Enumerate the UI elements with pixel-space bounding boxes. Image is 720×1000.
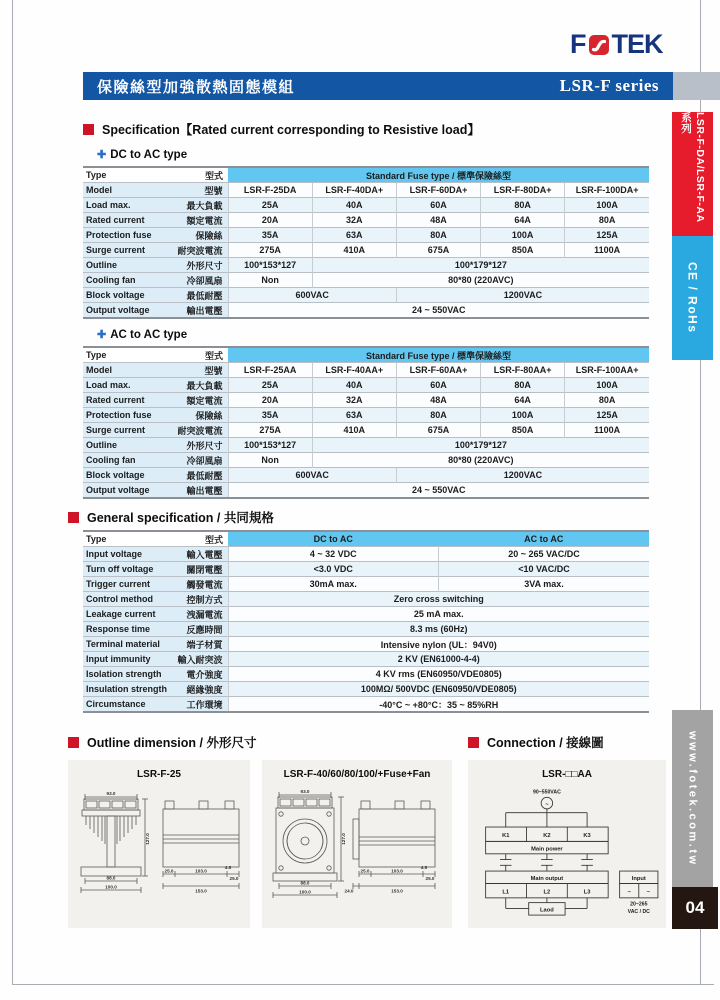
dim-label: 153.0 [391, 888, 403, 894]
table-row [83, 483, 649, 499]
row-label-en: Cooling fan [86, 275, 136, 285]
table-row [83, 622, 649, 637]
row-label-en: Circumstance [86, 699, 146, 709]
table-value-cell: 25A [228, 198, 312, 213]
row-label-cell [83, 667, 228, 682]
row-label-en: Model [86, 365, 112, 375]
fotek-logo [570, 29, 663, 60]
table-value-cell: <3.0 VDC [228, 562, 439, 577]
table-value-cell: 1100A [565, 423, 649, 438]
row-label-zh: 輸入電壓 [186, 549, 223, 560]
row-label-zh: 冷卻風扇 [186, 455, 223, 466]
row-label-cell [83, 288, 228, 303]
drawing-title: LSR-F-40/60/80/100/+Fuse+Fan [283, 769, 431, 780]
row-label-zh: 關閉電壓 [186, 564, 223, 575]
row-label-cell [83, 637, 228, 652]
row-label-zh: 輸出電壓 [186, 305, 223, 316]
row-label-zh: 反應時間 [186, 624, 223, 635]
sidebar-series-tab: LSR-F-DA/LSR-F-AA 系列 [672, 112, 713, 236]
row-label-zh: 額定電流 [186, 395, 223, 406]
row-label-en: Outline [86, 260, 117, 270]
table-value-cell: LSR-F-25AA [228, 363, 312, 378]
general-heading-text: General specification / 共同規格 [87, 511, 274, 525]
table-value-cell: 850A [481, 423, 565, 438]
table-value-cell: 24 ~ 550VAC [228, 303, 649, 319]
red-square-icon [68, 512, 79, 523]
dim-label: 100.0 [105, 884, 117, 890]
row-label-cell [83, 607, 228, 622]
sidebar-website-bar: www.fotek.com.tw [672, 710, 713, 887]
row-label-zh: 型號 [204, 365, 223, 376]
table-value-cell: 675A [396, 423, 480, 438]
row-label-en: Type [86, 170, 107, 180]
input-range-label: VAC / DC [627, 909, 650, 916]
dc-subheading [97, 148, 187, 161]
terminal-l3: L3 [583, 889, 591, 896]
row-label-zh: 保險絲 [195, 410, 223, 421]
lsr-f-40-outline-drawing [265, 783, 449, 913]
table-value-cell: 64A [481, 213, 565, 228]
table-value-cell: 60A [396, 378, 480, 393]
table-value-cell: 600VAC [228, 468, 396, 483]
row-label-en: Surge current [86, 425, 146, 435]
row-label-zh: 電介強度 [186, 669, 223, 680]
row-label-cell [83, 577, 228, 592]
row-label-cell [83, 243, 228, 258]
row-label-cell [83, 303, 228, 319]
table-value-cell: Intensive nylon (UL：94V0) [228, 637, 649, 652]
dc-subheading-text: DC to AC type [110, 149, 188, 161]
table-row [83, 258, 649, 273]
series-name: LSR-F series [559, 76, 659, 95]
row-label-cell [83, 363, 228, 378]
red-square-icon [68, 737, 79, 748]
row-label-zh: 最低耐壓 [186, 470, 223, 481]
table-value-cell: 20A [228, 393, 312, 408]
table-value-cell: Zero cross switching [228, 592, 649, 607]
table-value-cell: 80A [481, 378, 565, 393]
drawing-title: LSR-F-25 [137, 769, 181, 780]
row-label-cell [83, 408, 228, 423]
table-value-cell: 100A [481, 408, 565, 423]
page-number: 04 [685, 898, 705, 917]
table-value-cell: 48A [396, 393, 480, 408]
table-value-cell: 20A [228, 213, 312, 228]
row-label-zh: 端子材質 [186, 639, 223, 650]
row-label-cell [83, 592, 228, 607]
table-value-cell: LSR-F-100DA+ [565, 183, 649, 198]
table-value-cell: 410A [312, 423, 396, 438]
row-label-zh: 外形尺寸 [186, 260, 223, 271]
row-label-en: Type [86, 534, 107, 544]
table-value-cell: 48A [396, 213, 480, 228]
row-label-en: Load max. [86, 380, 131, 390]
table-value-cell: 30mA max. [228, 577, 439, 592]
row-label-en: Input immunity [86, 654, 151, 664]
table-value-cell: LSR-F-80DA+ [481, 183, 565, 198]
spec-heading-text: Specification【Rated current corresponding to Resistive load】 [102, 123, 480, 137]
table-row [83, 393, 649, 408]
table-row [83, 592, 649, 607]
table-value-cell: 4 ~ 32 VDC [228, 547, 439, 562]
table-row [83, 468, 649, 483]
row-label-en: Load max. [86, 200, 131, 210]
table-value-cell: 100A [481, 228, 565, 243]
table-value-cell: 80A [565, 393, 649, 408]
table-value-cell: 80*80 (220AVC) [312, 453, 649, 468]
table-value-cell: LSR-F-25DA [228, 183, 312, 198]
table-header-row [83, 347, 649, 363]
table-value-cell: LSR-F-60AA+ [396, 363, 480, 378]
table-value-cell: 35A [228, 408, 312, 423]
general-section-heading [68, 508, 274, 526]
row-label-cell [83, 378, 228, 393]
ac-to-ac-table [83, 346, 649, 499]
dim-label: 100.0 [299, 889, 311, 895]
table-value-cell: 1200VAC [396, 288, 649, 303]
table-value-cell: 20 ~ 265 VAC/DC [439, 547, 650, 562]
table-value-cell: 80A [396, 408, 480, 423]
table-header-row [83, 531, 649, 547]
logo-text-tek: TEK [611, 29, 663, 59]
table-value-cell: 8.3 ms (60Hz) [228, 622, 649, 637]
dim-label: 25.0 [360, 868, 370, 874]
table-value-cell: 80A [565, 213, 649, 228]
table-row [83, 288, 649, 303]
table-value-cell: LSR-F-100AA+ [565, 363, 649, 378]
table-value-cell: 125A [565, 408, 649, 423]
row-label-cell [83, 393, 228, 408]
dim-label: 93.0 [300, 789, 310, 794]
dc-to-ac-table [83, 166, 649, 319]
banner-title: 保險絲型加強散熱固態模組 [97, 78, 296, 96]
table-row [83, 183, 649, 198]
dim-label: 88.0 [300, 880, 310, 886]
row-label-zh: 最大負載 [186, 380, 223, 391]
row-label-en: Block voltage [86, 470, 145, 480]
table-value-cell: 64A [481, 393, 565, 408]
row-label-zh: 額定電流 [186, 215, 223, 226]
table-value-cell: 3VA max. [439, 577, 650, 592]
table-row [83, 697, 649, 713]
table-value-cell: 80A [481, 198, 565, 213]
terminal-k3: K3 [583, 833, 591, 840]
ac-symbol: ~ [545, 801, 549, 808]
table-row [83, 423, 649, 438]
row-label-cell [83, 547, 228, 562]
page-border-bottom [12, 984, 714, 985]
connection-diagram-box [468, 760, 666, 928]
outline-drawing-lsr-f-25 [68, 760, 250, 928]
row-label-en: Protection fuse [86, 410, 152, 420]
row-label-cell [83, 258, 228, 273]
table-row [83, 303, 649, 319]
dim-label: 24.0 [344, 888, 354, 894]
row-label-cell [83, 183, 228, 198]
page-number-box [672, 887, 718, 929]
table-row [83, 228, 649, 243]
connection-section-heading [468, 733, 604, 751]
table-row [83, 363, 649, 378]
table-value-cell: 2 KV (EN61000-4-4) [228, 652, 649, 667]
row-label-cell [83, 423, 228, 438]
dim-label: 25.0 [425, 876, 435, 881]
outline-drawing-lsr-f-40-100 [262, 760, 452, 928]
row-label-cell [83, 198, 228, 213]
row-label-cell [83, 652, 228, 667]
terminal-l1: L1 [502, 889, 510, 896]
row-label-zh: 最低耐壓 [186, 290, 223, 301]
table-row [83, 667, 649, 682]
spec-section-heading [83, 120, 480, 138]
row-label-cell [83, 347, 228, 363]
row-label-zh: 型式 [204, 170, 223, 181]
row-label-en: Terminal material [86, 639, 160, 649]
table-value-cell: 100*153*127 [228, 438, 312, 453]
row-label-en: Trigger current [86, 579, 151, 589]
table-row [83, 438, 649, 453]
table-value-cell: 63A [312, 408, 396, 423]
table-value-cell: LSR-F-40DA+ [312, 183, 396, 198]
banner-extension [673, 72, 720, 100]
table-header-band: AC to AC [439, 531, 650, 547]
dim-label: 4.5 [224, 865, 232, 870]
title-banner [83, 72, 673, 100]
table-row [83, 547, 649, 562]
row-label-en: Protection fuse [86, 230, 152, 240]
table-value-cell: 850A [481, 243, 565, 258]
connection-heading-text: Connection / 接線圖 [487, 736, 604, 750]
table-header-band: DC to AC [228, 531, 439, 547]
table-row [83, 637, 649, 652]
table-value-cell: 100A [565, 378, 649, 393]
table-value-cell: 125A [565, 228, 649, 243]
input-label: Input [631, 876, 646, 883]
row-label-en: Insulation strength [86, 684, 167, 694]
row-label-en: Output voltage [86, 485, 150, 495]
row-label-zh: 控制方式 [186, 594, 223, 605]
row-label-en: Leakage current [86, 609, 156, 619]
input-range-label: 20~265 [630, 901, 648, 908]
dim-label: 4.5 [420, 865, 428, 870]
row-label-en: Input voltage [86, 549, 142, 559]
row-label-cell [83, 682, 228, 697]
row-label-en: Model [86, 185, 112, 195]
row-label-cell [83, 273, 228, 288]
dim-label: 88.0 [106, 875, 116, 881]
plus-icon: ✚ [97, 149, 107, 161]
table-row [83, 408, 649, 423]
row-label-cell [83, 228, 228, 243]
row-label-en: Surge current [86, 245, 146, 255]
dim-label: 25.0 [229, 876, 239, 881]
row-label-cell [83, 531, 228, 547]
table-value-cell: LSR-F-60DA+ [396, 183, 480, 198]
row-label-zh: 型式 [204, 534, 223, 545]
table-row [83, 652, 649, 667]
table-row [83, 243, 649, 258]
lsr-f-25-outline-drawing [71, 783, 247, 913]
row-label-en: Turn off voltage [86, 564, 154, 574]
terminal-k2: K2 [543, 833, 551, 840]
row-label-en: Output voltage [86, 305, 150, 315]
table-value-cell: 80A [396, 228, 480, 243]
row-label-en: Response time [86, 624, 151, 634]
row-label-zh: 冷卻風扇 [186, 275, 223, 286]
table-value-cell: 32A [312, 213, 396, 228]
dim-label: 103.0 [391, 868, 403, 874]
row-label-cell [83, 468, 228, 483]
row-label-zh: 觸發電流 [186, 579, 223, 590]
load-label: Laod [540, 907, 554, 914]
row-label-zh: 保險絲 [195, 230, 223, 241]
dim-label: 127.0 [145, 833, 150, 845]
fotek-diamond-icon [587, 33, 611, 57]
red-square-icon [468, 737, 479, 748]
ac-subheading [97, 328, 187, 341]
dim-label: 25.0 [164, 868, 174, 874]
row-label-zh: 耐突波電流 [177, 245, 223, 256]
table-value-cell: 1200VAC [396, 468, 649, 483]
row-label-zh: 型號 [204, 185, 223, 196]
dim-label: 127.0 [341, 833, 346, 845]
row-label-en: Type [86, 350, 107, 360]
table-value-cell: 32A [312, 393, 396, 408]
table-value-cell: 100*153*127 [228, 258, 312, 273]
table-row [83, 577, 649, 592]
terminal-k1: K1 [502, 833, 510, 840]
table-value-cell: Non [228, 453, 312, 468]
row-label-en: Isolation strength [86, 669, 162, 679]
table-value-cell: 600VAC [228, 288, 396, 303]
table-value-cell: 100*179*127 [312, 438, 649, 453]
row-label-zh: 外形尺寸 [186, 440, 223, 451]
table-row [83, 682, 649, 697]
row-label-cell [83, 483, 228, 499]
table-row [83, 198, 649, 213]
row-label-zh: 型式 [204, 350, 223, 361]
table-value-cell: 63A [312, 228, 396, 243]
ac-symbol: ~ [646, 889, 651, 896]
outline-section-heading [68, 733, 256, 751]
table-value-cell: 4 KV rms (EN60950/VDE0805) [228, 667, 649, 682]
table-value-cell: Non [228, 273, 312, 288]
logo-text-f: F [570, 29, 586, 59]
table-value-cell: 24 ~ 550VAC [228, 483, 649, 499]
table-row [83, 453, 649, 468]
row-label-zh: 洩漏電流 [186, 609, 223, 620]
table-row [83, 562, 649, 577]
table-value-cell: 100A [565, 198, 649, 213]
source-voltage-label: 90~550VAC [532, 789, 561, 796]
table-header-band: Standard Fuse type / 標準保險絲型 [228, 347, 649, 363]
row-label-en: Control method [86, 594, 153, 604]
table-header-row [83, 167, 649, 183]
table-header-band: Standard Fuse type / 標準保險絲型 [228, 167, 649, 183]
general-spec-table [83, 530, 649, 713]
table-value-cell: 40A [312, 198, 396, 213]
outline-heading-text: Outline dimension / 外形尺寸 [87, 736, 257, 750]
ac-symbol: ~ [627, 889, 631, 896]
row-label-en: Rated current [86, 215, 145, 225]
table-value-cell: 25A [228, 378, 312, 393]
table-value-cell: 25 mA max. [228, 607, 649, 622]
row-label-en: Outline [86, 440, 117, 450]
row-label-en: Block voltage [86, 290, 145, 300]
ac-subheading-text: AC to AC type [110, 329, 188, 341]
table-value-cell: LSR-F-40AA+ [312, 363, 396, 378]
row-label-cell [83, 453, 228, 468]
red-square-icon [83, 124, 94, 135]
row-label-zh: 輸出電壓 [186, 485, 223, 496]
row-label-en: Cooling fan [86, 455, 136, 465]
dim-label: 153.0 [195, 888, 207, 894]
dim-label: 103.0 [195, 868, 207, 874]
table-value-cell: 275A [228, 423, 312, 438]
row-label-zh: 耐突波電流 [177, 425, 223, 436]
table-row [83, 213, 649, 228]
table-value-cell: 1100A [565, 243, 649, 258]
connection-wiring-diagram [471, 783, 663, 917]
table-value-cell: 80*80 (220AVC) [312, 273, 649, 288]
row-label-cell [83, 622, 228, 637]
terminal-l2: L2 [543, 889, 551, 896]
dim-label: 93.0 [106, 791, 116, 796]
row-label-zh: 輸入耐突波 [177, 654, 223, 665]
table-value-cell: <10 VAC/DC [439, 562, 650, 577]
drawing-title: LSR-□□AA [542, 769, 592, 780]
row-label-cell [83, 213, 228, 228]
table-value-cell: 100MΩ/ 500VDC (EN60950/VDE0805) [228, 682, 649, 697]
table-row [83, 378, 649, 393]
row-label-zh: 最大負載 [186, 200, 223, 211]
table-value-cell: -40°C ~ +80°C：35 ~ 85%RH [228, 697, 649, 713]
row-label-en: Rated current [86, 395, 145, 405]
row-label-cell [83, 697, 228, 713]
row-label-cell [83, 562, 228, 577]
table-value-cell: 60A [396, 198, 480, 213]
table-value-cell: 275A [228, 243, 312, 258]
table-row [83, 607, 649, 622]
sidebar-ce-rohs-tab: CE / RoHs [672, 236, 713, 360]
table-value-cell: LSR-F-80AA+ [481, 363, 565, 378]
table-value-cell: 410A [312, 243, 396, 258]
table-value-cell: 100*179*127 [312, 258, 649, 273]
table-value-cell: 35A [228, 228, 312, 243]
row-label-cell [83, 167, 228, 183]
page-border-left [12, 0, 13, 984]
main-output-label: Main output [530, 876, 564, 883]
table-row [83, 273, 649, 288]
table-value-cell: 675A [396, 243, 480, 258]
row-label-cell [83, 438, 228, 453]
table-value-cell: 40A [312, 378, 396, 393]
plus-icon: ✚ [97, 329, 107, 341]
main-power-label: Main power [531, 846, 563, 853]
row-label-zh: 絕緣強度 [186, 684, 223, 695]
row-label-zh: 工作環境 [186, 699, 223, 710]
